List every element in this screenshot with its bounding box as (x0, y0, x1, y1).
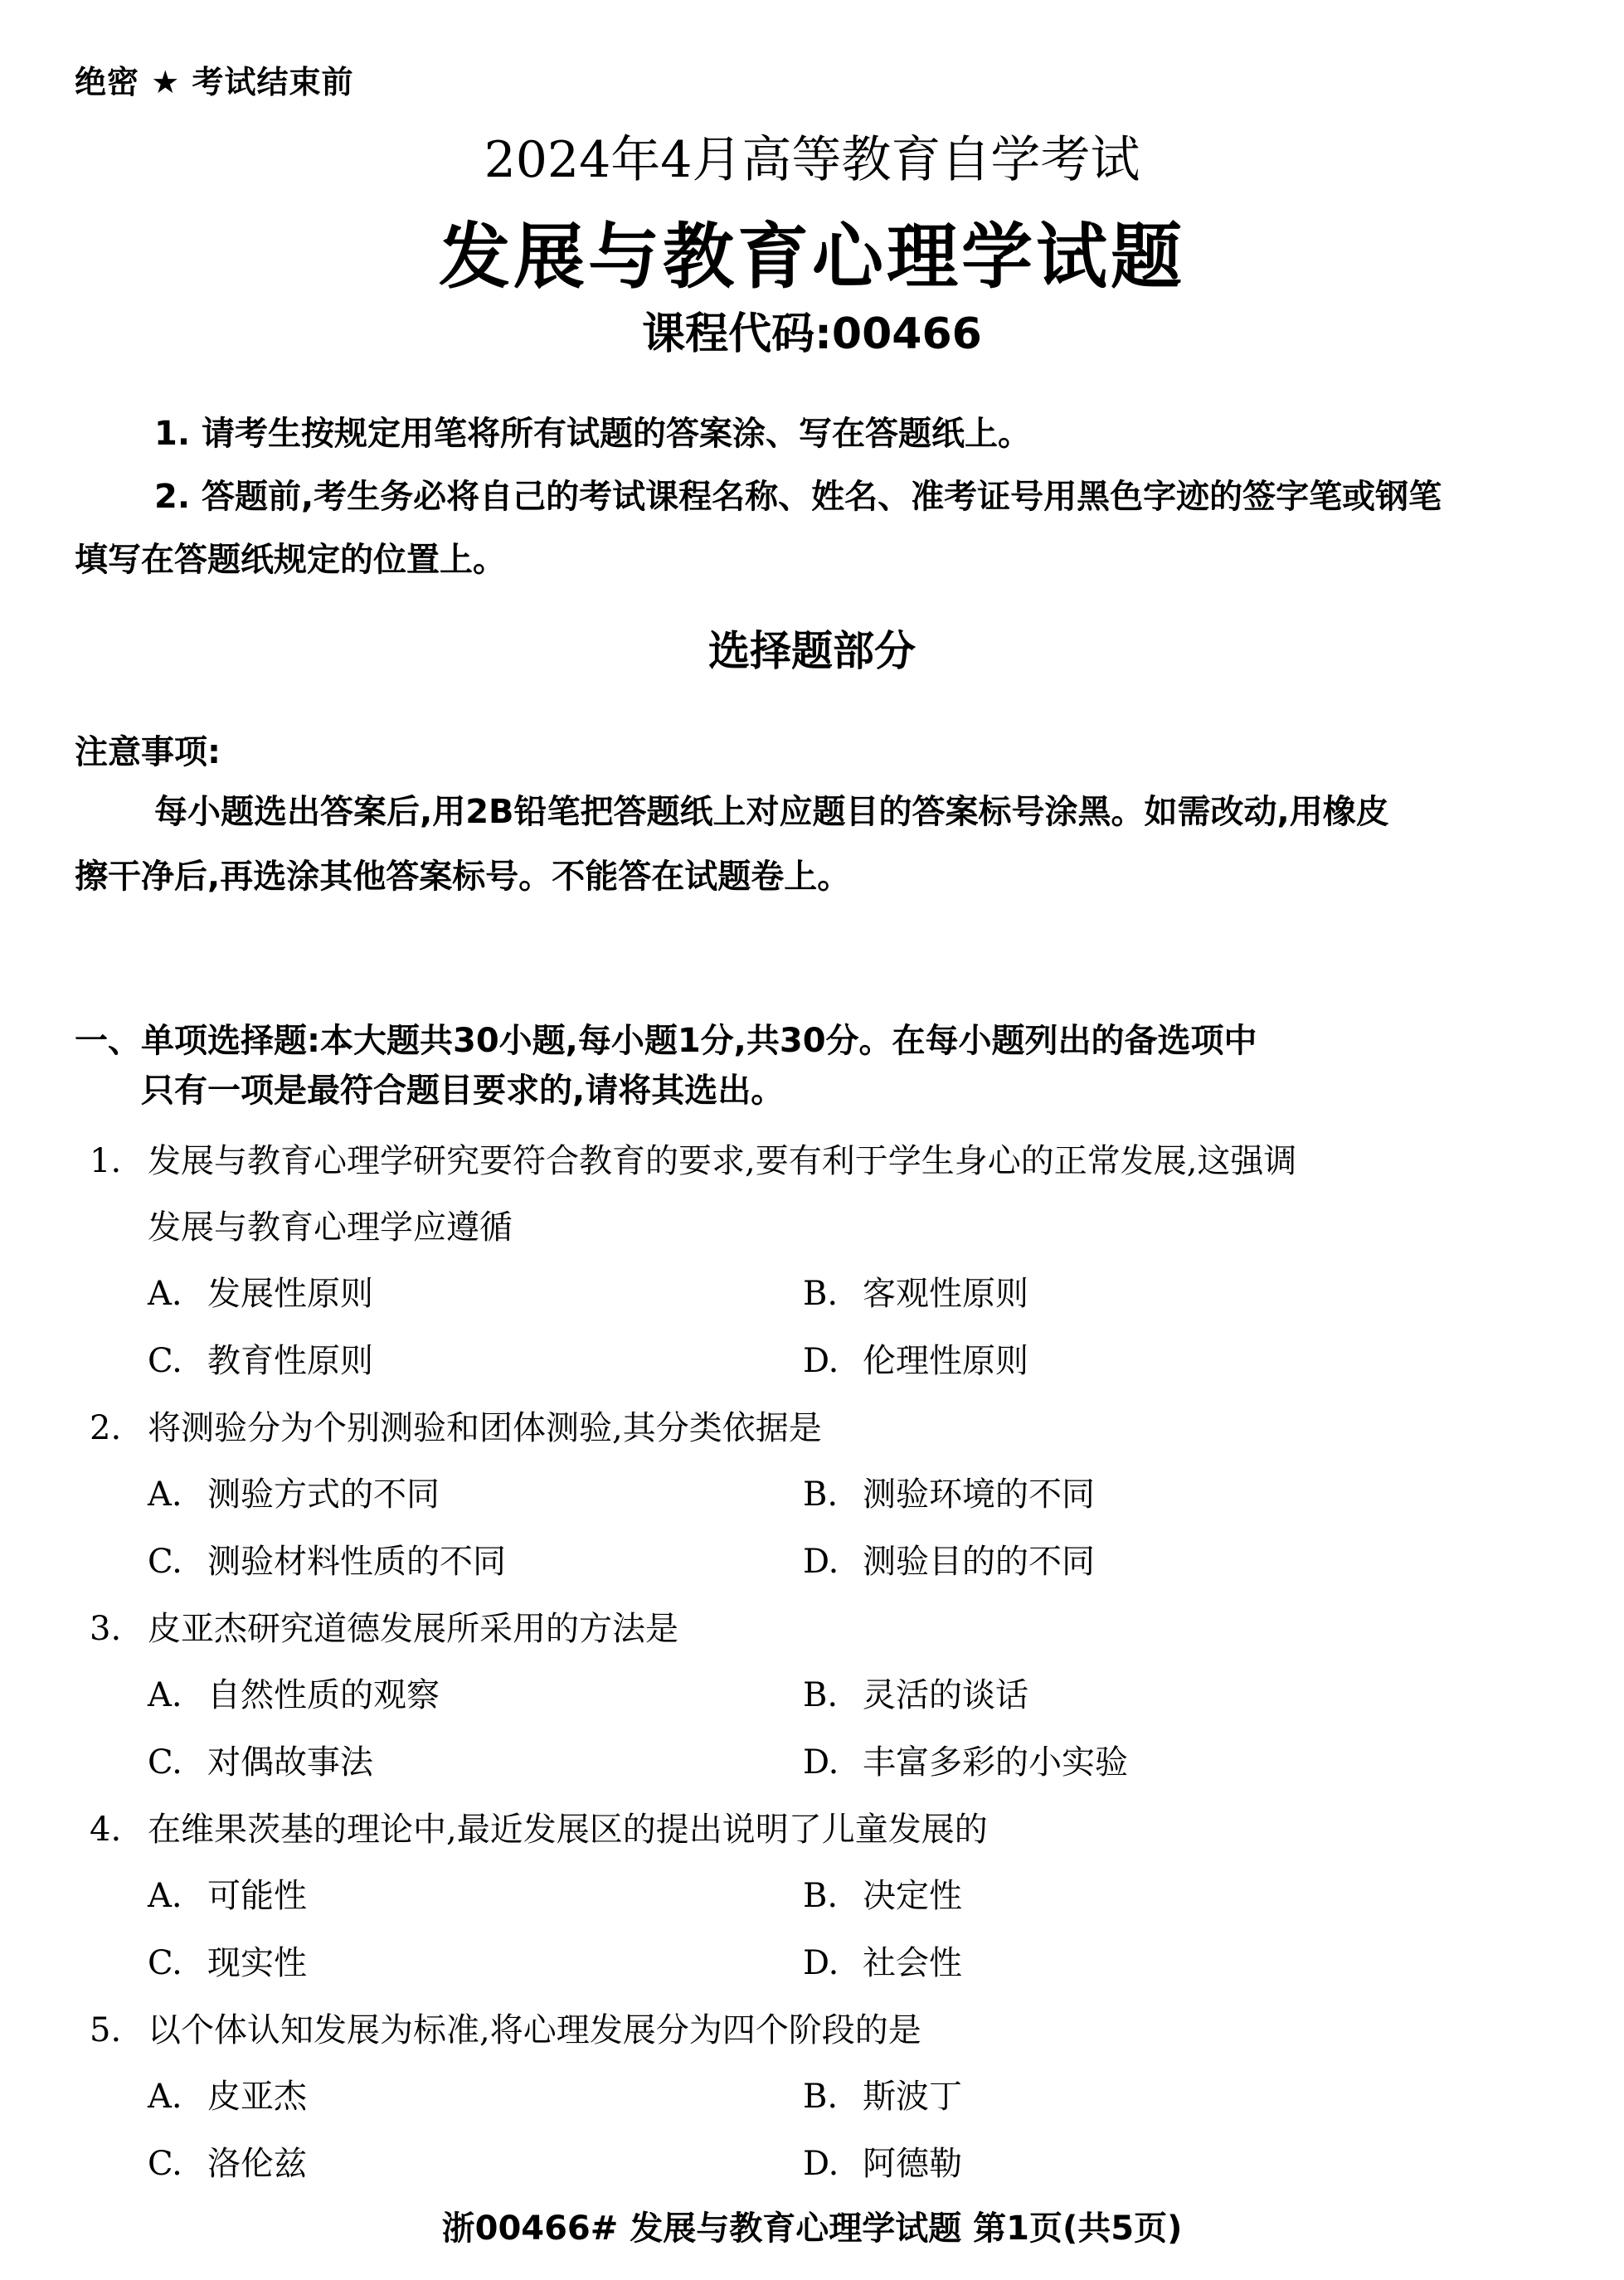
option-d (803, 1930, 1458, 1997)
option-text: 测验材料性质的不同 (207, 1543, 506, 1581)
notice-body (75, 780, 1551, 909)
part-one-line-2: 只有一项是最符合题目要求的,请将其选出。 (141, 1072, 785, 1110)
option-letter: B. (803, 1676, 839, 1714)
question-stem (90, 1395, 1566, 1461)
option-c (148, 1930, 803, 1997)
question-stem (90, 1796, 1566, 1863)
option-text: 丰富多彩的小实验 (863, 1743, 1128, 1782)
option-letter: C. (148, 1944, 182, 1982)
option-c (148, 1328, 803, 1395)
option-letter: A. (148, 2078, 182, 2116)
option-letter: B. (803, 1275, 839, 1313)
option-letter: D. (803, 1342, 839, 1380)
option-text: 测验目的的不同 (863, 1543, 1095, 1581)
options (90, 1461, 1566, 1596)
question-stem (90, 1997, 1566, 2064)
question-stem (90, 1596, 1566, 1662)
option-text: 阿德勒 (863, 2145, 962, 2183)
question-number: 1. (90, 1142, 122, 1180)
option-letter: C. (148, 1342, 182, 1380)
option-letter: C. (148, 2145, 182, 2183)
option-letter: B. (803, 1475, 839, 1514)
option-text: 社会性 (863, 1944, 962, 1982)
option-letter: B. (803, 2078, 839, 2116)
option-b (803, 1261, 1458, 1328)
option-letter: D. (803, 2145, 839, 2183)
page-footer: 浙00466# 发展与教育心理学试题 第1页(共5页) (441, 2210, 1183, 2248)
section-title: 选择题部分 (708, 627, 916, 675)
option-d (803, 1328, 1458, 1395)
instructions (75, 402, 1551, 591)
option-letter: A. (148, 1877, 182, 1915)
option-text: 可能性 (207, 1877, 307, 1915)
question-text: 在维果茨基的理论中,最近发展区的提出说明了儿童发展的 (148, 1811, 988, 1849)
option-text: 皮亚杰 (207, 2078, 307, 2116)
question-number: 2. (90, 1409, 122, 1447)
option-text: 对偶故事法 (207, 1743, 373, 1782)
question-text-cont: 发展与教育心理学应遵循 (148, 1208, 513, 1247)
exam-title: 2024年4月高等教育自学考试 (484, 131, 1140, 189)
question-text: 以个体认知发展为标准,将心理发展分为四个阶段的是 (148, 2011, 921, 2049)
option-letter: D. (803, 1743, 839, 1782)
question-number: 5. (90, 2011, 122, 2049)
question-number: 3. (90, 1610, 122, 1648)
options (90, 1662, 1566, 1796)
option-text: 发展性原则 (207, 1275, 373, 1313)
option-text: 教育性原则 (207, 1342, 373, 1380)
question-text: 将测验分为个别测验和团体测验,其分类依据是 (148, 1409, 822, 1447)
part-one-heading (75, 1016, 1568, 1116)
option-b (803, 2064, 1458, 2131)
question-list (90, 1128, 1566, 2198)
option-text: 洛伦兹 (207, 2145, 307, 2183)
instruction-2: 2. 答题前,考生务必将自己的考试课程名称、姓名、准考证号用黑色字迹的签字笔或钢笔 (154, 478, 1442, 516)
option-text: 测验方式的不同 (207, 1475, 440, 1514)
option-text: 伦理性原则 (863, 1342, 1028, 1380)
option-text: 自然性质的观察 (207, 1676, 440, 1714)
notice-line-1: 每小题选出答案后,用2B铅笔把答题纸上对应题目的答案标号涂黑。如需改动,用橡皮 (154, 793, 1389, 831)
options (90, 1261, 1566, 1395)
option-c (148, 1729, 803, 1796)
question-3 (90, 1596, 1566, 1796)
option-b (803, 1461, 1458, 1529)
question-5 (90, 1997, 1566, 2198)
option-text: 灵活的谈话 (863, 1676, 1028, 1714)
option-c (148, 1529, 803, 1596)
options (90, 2064, 1566, 2198)
option-a (148, 1461, 803, 1529)
option-letter: D. (803, 1944, 839, 1982)
option-letter: C. (148, 1543, 182, 1581)
option-a (148, 1863, 803, 1930)
option-letter: A. (148, 1676, 182, 1714)
option-a (148, 2064, 803, 2131)
option-letter: C. (148, 1743, 182, 1782)
question-text: 发展与教育心理学研究要符合教育的要求,要有利于学生身心的正常发展,这强调 (148, 1142, 1297, 1180)
option-b (803, 1662, 1458, 1729)
option-letter: A. (148, 1275, 182, 1313)
instruction-2-cont: 填写在答题纸规定的位置上。 (75, 541, 506, 579)
question-stem (90, 1128, 1566, 1194)
option-b (803, 1863, 1458, 1930)
option-letter: B. (803, 1877, 839, 1915)
paper-title: 发展与教育心理学试题 (439, 216, 1185, 299)
question-2 (90, 1395, 1566, 1596)
option-letter: A. (148, 1475, 182, 1514)
question-text: 皮亚杰研究道德发展所采用的方法是 (148, 1610, 678, 1648)
option-d (803, 2131, 1458, 2198)
option-text: 测验环境的不同 (863, 1475, 1095, 1514)
secret-label: 绝密 ★ 考试结束前 (75, 64, 354, 100)
question-1 (90, 1128, 1566, 1395)
part-one-line-1: 一、单项选择题:本大题共30小题,每小题1分,共30分。在每小题列出的备选项中 (75, 1022, 1257, 1060)
option-text: 决定性 (863, 1877, 962, 1915)
course-code: 课程代码:00466 (642, 309, 982, 359)
notice-line-2: 擦干净后,再选涂其他答案标号。不能答在试题卷上。 (75, 858, 851, 896)
question-number: 4. (90, 1811, 122, 1849)
option-text: 现实性 (207, 1944, 307, 1982)
option-a (148, 1662, 803, 1729)
options (90, 1863, 1566, 1997)
option-c (148, 2131, 803, 2198)
option-d (803, 1529, 1458, 1596)
instruction-1: 1. 请考生按规定用笔将所有试题的答案涂、写在答题纸上。 (154, 415, 1031, 453)
question-4 (90, 1796, 1566, 1997)
notice-heading: 注意事项: (75, 733, 221, 771)
option-d (803, 1729, 1458, 1796)
option-text: 斯波丁 (863, 2078, 962, 2116)
option-a (148, 1261, 803, 1328)
option-letter: D. (803, 1543, 839, 1581)
option-text: 客观性原则 (863, 1275, 1028, 1313)
